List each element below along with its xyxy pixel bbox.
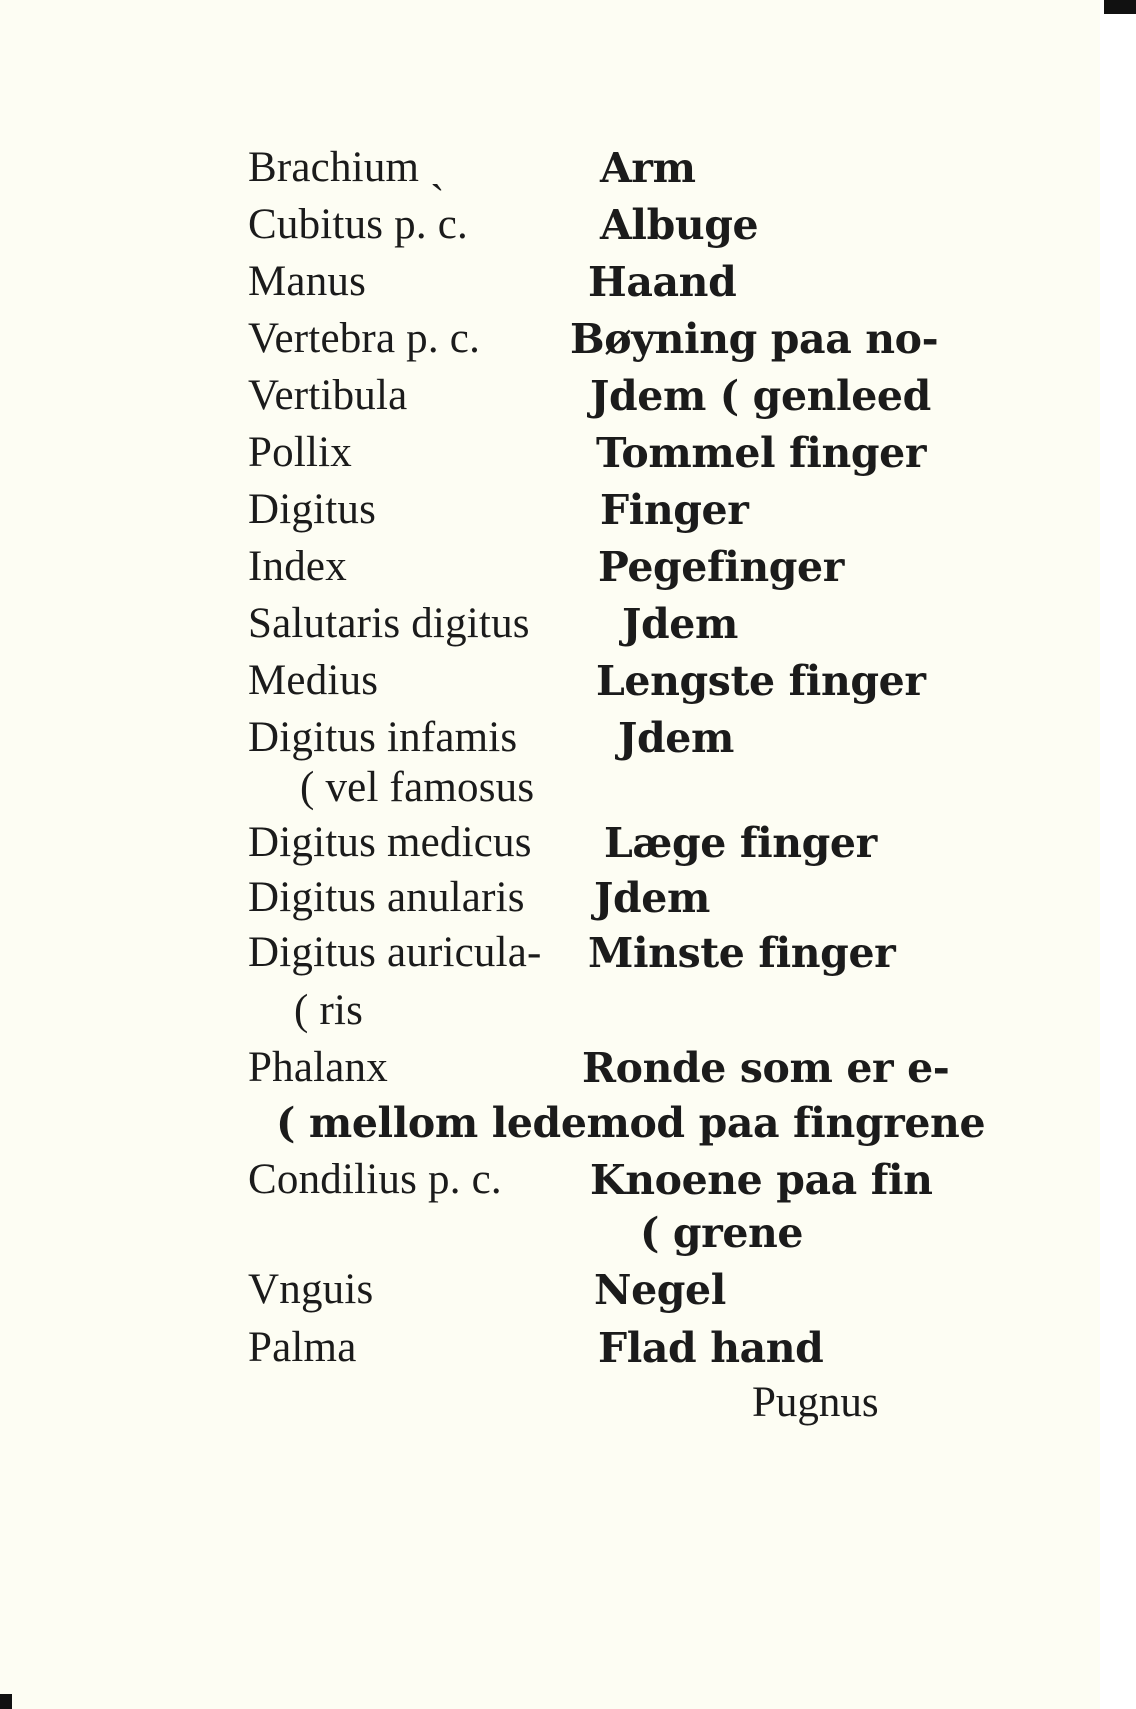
entry-line	[0, 1152, 1100, 1208]
catchword: Pugnus	[752, 1379, 879, 1426]
danish-term: Jdem	[594, 874, 710, 922]
danish-term: Albuge	[600, 201, 759, 249]
entry-line	[0, 710, 1100, 766]
danish-term: Lengste finger	[596, 657, 926, 705]
latin-term: Vertibula	[248, 372, 408, 419]
latin-term: Digitus auricula-	[248, 929, 542, 976]
scan-edge-mark	[1104, 0, 1136, 14]
latin-term: Digitus medicus	[248, 819, 532, 866]
latin-term: Index	[248, 543, 347, 590]
entry-line	[0, 368, 1100, 424]
entry-line	[0, 815, 1100, 871]
entry-line	[0, 425, 1100, 481]
latin-term: Salutaris digitus	[248, 600, 530, 647]
danish-term: Minste finger	[588, 929, 896, 977]
latin-term: Digitus infamis	[248, 714, 518, 761]
danish-term: Pegefinger	[598, 543, 844, 591]
danish-term: Jdem	[618, 714, 734, 762]
danish-term: Finger	[600, 486, 749, 534]
latin-term: Manus	[248, 258, 367, 305]
entry-line	[0, 653, 1100, 709]
latin-term: Pollix	[248, 429, 352, 476]
danish-term: Læge finger	[604, 819, 877, 867]
entry-line	[0, 311, 1100, 367]
latin-term: ( vel famosus	[300, 764, 535, 811]
entry-line	[0, 1205, 1100, 1261]
entry-line	[0, 140, 1100, 196]
latin-term: Vertebra p. c.	[248, 315, 481, 362]
entry-line	[0, 254, 1100, 310]
latin-term: Condilius p. c.	[248, 1156, 502, 1203]
danish-term: Jdem ( genleed	[590, 372, 931, 420]
danish-term: Bøyning paa no-	[570, 315, 939, 363]
latin-term: ( ris	[294, 987, 364, 1034]
danish-term: Jdem	[622, 600, 738, 648]
catchword-line	[0, 1375, 1100, 1431]
danish-term: Ronde som er e-	[582, 1044, 950, 1092]
latin-term: Phalanx	[248, 1044, 388, 1091]
danish-term: Knoene paa fin	[590, 1156, 933, 1204]
latin-term: Brachium ˎ	[248, 144, 445, 191]
entry-line	[0, 925, 1100, 981]
entry-line	[0, 870, 1100, 926]
latin-term: Medius	[248, 657, 379, 704]
danish-term: Flad hand	[598, 1324, 824, 1372]
latin-term: Palma	[248, 1324, 357, 1371]
latin-term: Digitus anularis	[248, 874, 525, 921]
entry-line	[0, 760, 1100, 816]
danish-continuation: ( mellom ledemod paa fingrene	[276, 1099, 986, 1147]
danish-term: Tommel finger	[596, 429, 927, 477]
entry-line	[0, 1262, 1100, 1318]
entry-line	[0, 596, 1100, 652]
latin-term: Vnguis	[248, 1266, 374, 1313]
danish-continuation: ( grene	[640, 1209, 804, 1257]
entry-line	[0, 539, 1100, 595]
entry-line	[0, 983, 1100, 1039]
danish-term: Arm	[600, 144, 696, 192]
scan-edge-mark	[0, 1694, 12, 1709]
entry-line	[0, 1040, 1100, 1096]
danish-term: Haand	[588, 258, 737, 306]
danish-term: Negel	[594, 1266, 726, 1314]
entry-line	[0, 482, 1100, 538]
latin-term: Cubitus p. c.	[248, 201, 468, 248]
entry-line	[0, 197, 1100, 253]
latin-term: Digitus	[248, 486, 377, 533]
entry-line	[0, 1095, 1100, 1151]
entry-line	[0, 1320, 1100, 1376]
